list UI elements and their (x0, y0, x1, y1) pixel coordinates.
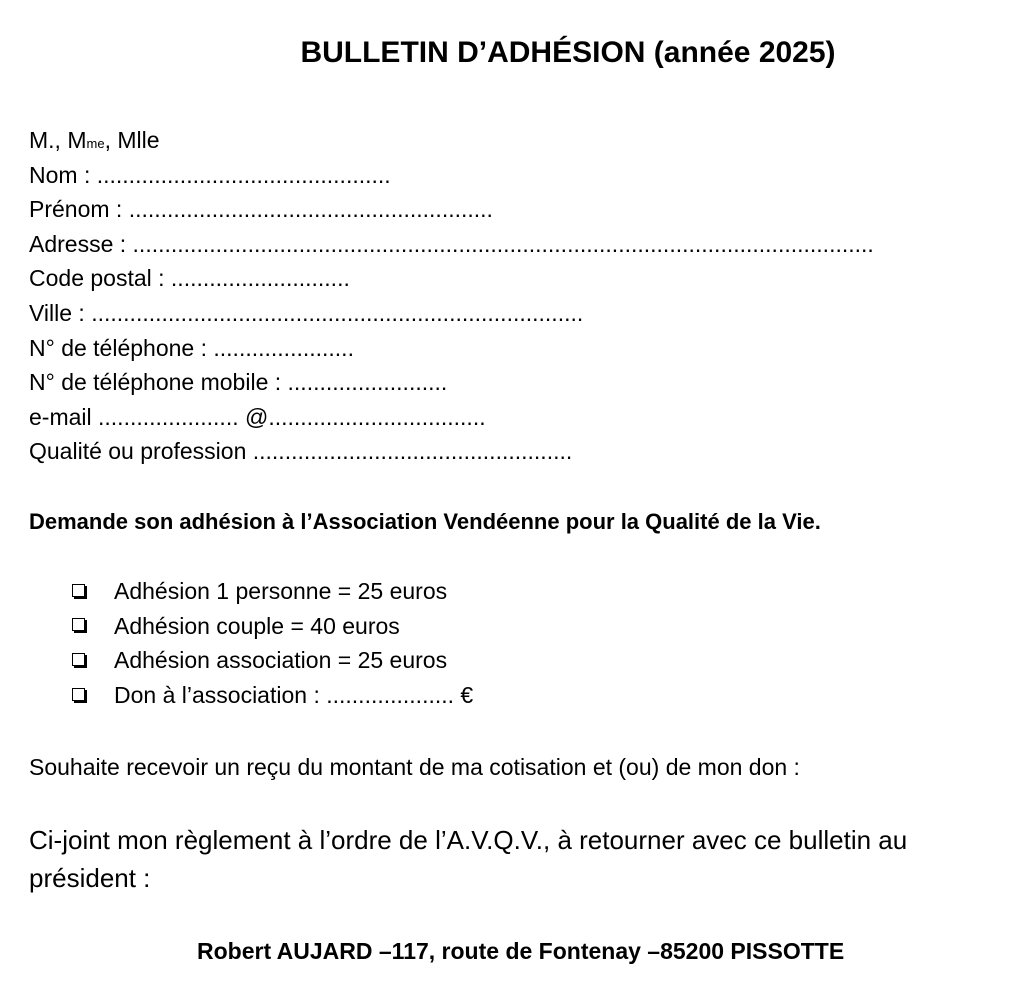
option-adhesion-association[interactable] (72, 643, 473, 678)
receipt-request: Souhaite recevoir un reçu du montant de ma cotisation et (ou) de mon don : (29, 754, 800, 780)
field-ville: Ville : ............................................................................. (29, 299, 584, 326)
option-label: Adhésion association = 25 euros (114, 647, 448, 674)
civility-suffix: , Mlle (104, 127, 160, 153)
field-email: e-mail ...................... @.................................. (29, 403, 486, 430)
membership-options (72, 574, 473, 712)
civility-line (29, 123, 1009, 158)
option-label: Adhésion 1 personne = 25 euros (114, 578, 448, 604)
field-telephone: N° de téléphone : ...................... (29, 334, 354, 361)
civility-subscript: me (86, 136, 105, 151)
document-title: BULLETIN D’ADHÉSION (année 2025) (300, 36, 836, 69)
field-qualite-profession: Qualité ou profession .................................................. (29, 438, 573, 465)
member-fields (29, 123, 1009, 469)
checkbox-icon[interactable] (72, 618, 85, 631)
demande-statement: Demande son adhésion à l’Association Vendéenne pour la Qualité de la Vie. (29, 509, 821, 534)
field-code-postal: Code postal : ............................ (29, 265, 350, 292)
checkbox-icon[interactable] (72, 688, 85, 701)
checkbox-icon[interactable] (72, 653, 85, 666)
option-label: Adhésion couple = 40 euros (114, 612, 400, 639)
option-label: Don à l’association : .................... € (114, 681, 474, 708)
field-prenom: Prénom : ......................................................... (29, 196, 493, 223)
checkbox-icon[interactable] (72, 584, 85, 597)
option-don[interactable] (72, 678, 473, 713)
field-adresse: Adresse : .................................................................................................................... (29, 230, 874, 257)
civility-prefix: M., M (29, 127, 87, 153)
field-telephone-mobile: N° de téléphone mobile : ......................... (29, 369, 448, 396)
payment-instruction: Ci-joint mon règlement à l’ordre de l’A.V.Q.V., à retourner avec ce bulletin au président : (29, 825, 908, 893)
president-address: Robert AUJARD –117, route de Fontenay –85200 PISSOTTE (197, 938, 845, 964)
field-nom: Nom : .............................................. (29, 161, 391, 188)
option-adhesion-personne[interactable] (72, 574, 473, 609)
option-adhesion-couple[interactable] (72, 609, 473, 644)
